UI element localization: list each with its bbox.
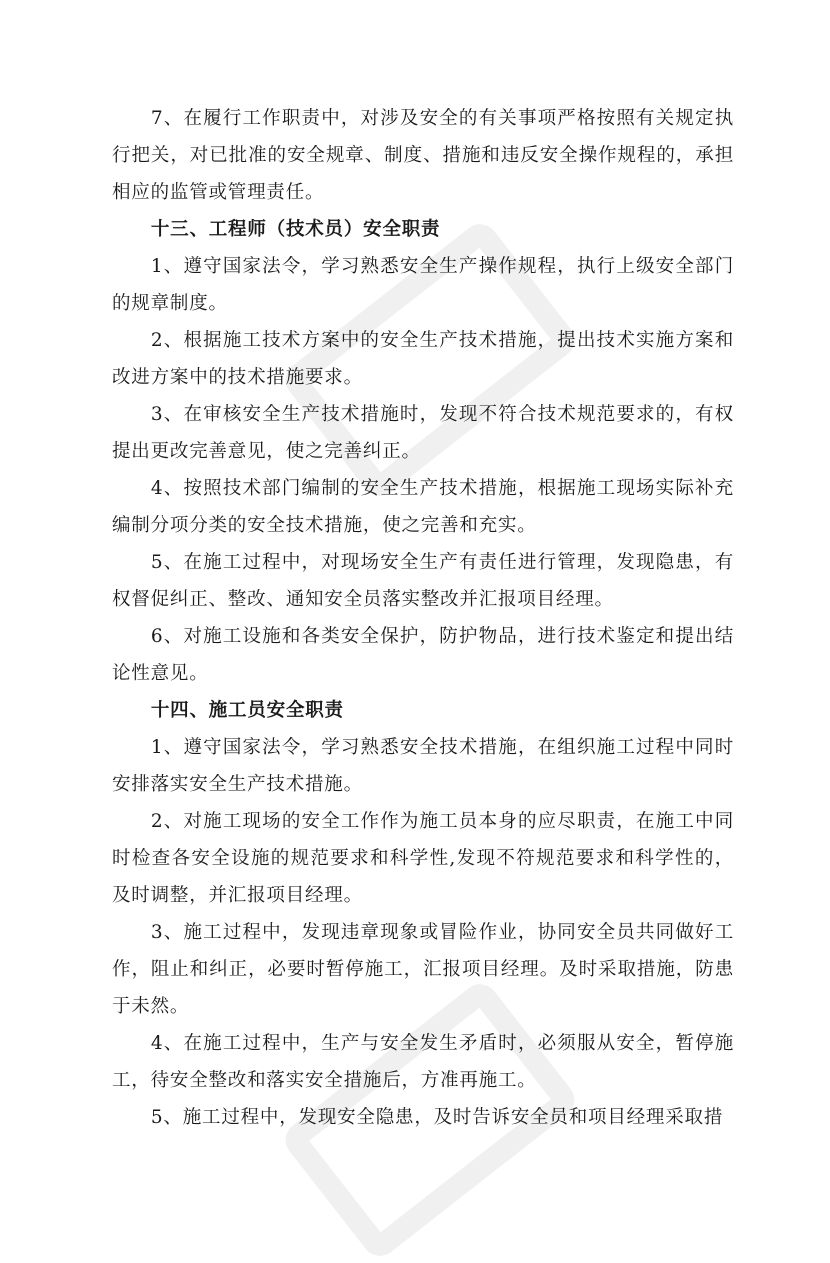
paragraph-7: 7、在履行工作职责中，对涉及安全的有关事项严格按照有关规定执行把关，对已批准的安全规章、制度、措施和违反安全操作规程的，承担相应的监管或管理责任。 xyxy=(112,108,734,203)
paragraph: 1、遵守国家法令，学习熟悉安全生产操作规程，执行上级安全部门的规章制度。 xyxy=(112,256,734,314)
paragraph: 4、按照技术部门编制的安全生产技术措施，根据施工现场实际补充编制分项分类的安全技术措施，使之完善和充实。 xyxy=(112,478,734,536)
section-heading-14: 十四、施工员安全职责 xyxy=(150,700,344,721)
paragraph: 1、遵守国家法令，学习熟悉安全技术措施，在组织施工过程中同时安排落实安全生产技术措施。 xyxy=(112,737,734,795)
paragraph: 3、在审核安全生产技术措施时，发现不符合技术规范要求的，有权提出更改完善意见，使之完善纠正。 xyxy=(112,404,734,462)
paragraph: 5、在施工过程中，对现场安全生产有责任进行管理，发现隐患，有权督促纠正、整改、通知安全员落实整改并汇报项目经理。 xyxy=(112,552,734,610)
paragraph: 2、根据施工技术方案中的安全生产技术措施，提出技术实施方案和改进方案中的技术措施要求。 xyxy=(112,330,734,388)
paragraph: 4、在施工过程中，生产与安全发生矛盾时，必须服从安全，暂停施工，待安全整改和落实安全措施后，方准再施工。 xyxy=(112,1033,734,1091)
paragraph: 3、施工过程中，发现违章现象或冒险作业，协同安全员共同做好工作，阻止和纠正，必要时暂停施工，汇报项目经理。及时采取措施，防患于未然。 xyxy=(112,922,734,1017)
paragraph: 5、施工过程中，发现安全隐患，及时告诉安全员和项目经理采取措 xyxy=(150,1107,724,1128)
document-body xyxy=(112,100,734,1136)
paragraph: 2、对施工现场的安全工作作为施工员本身的应尽职责，在施工中同时检查各安全设施的规范要求和科学性,发现不符规范要求和科学性的，及时调整，并汇报项目经理。 xyxy=(112,811,734,906)
section-heading-13: 十三、工程师（技术员）安全职责 xyxy=(150,219,441,240)
paragraph: 6、对施工设施和各类安全保护，防护物品，进行技术鉴定和提出结论性意见。 xyxy=(112,626,734,684)
